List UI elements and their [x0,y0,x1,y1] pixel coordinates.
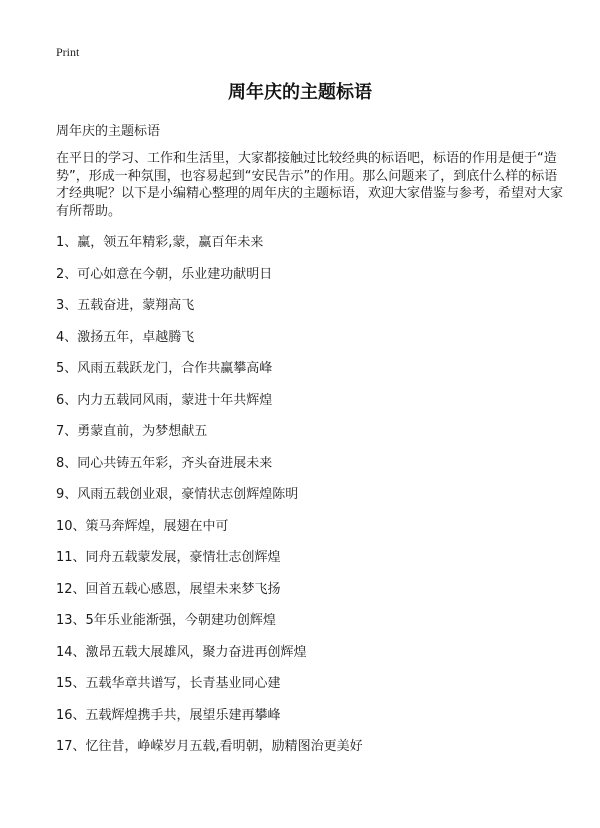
slogan-item: 6、内力五载同风雨，蒙进十年共辉煌 [56,392,273,408]
slogan-item: 15、五载华章共谱写，长青基业同心建 [56,676,281,691]
slogan-item: 4、激扬五年，卓越腾飞 [56,329,195,345]
slogan-item: 9、风雨五载创业艰，豪情状志创辉煌陈明 [56,487,299,502]
page-title: 周年庆的主题标语 [228,82,372,103]
slogan-item: 10、策马奔辉煌，展翅在中可 [56,518,229,534]
slogan-item: 7、勇蒙直前，为梦想献五 [56,424,208,439]
slogan-item: 12、回首五载心感恩，展望未来梦飞扬 [56,581,281,597]
slogan-item: 5、风雨五载跃龙门，合作共赢攀高峰 [56,361,273,376]
intro-paragraph: 在平日的学习、工作和生活里，大家都接触过比较经典的标语吧，标语的作用是便于“造势”，形成一种氛围，也容易起到“安民告示”的作用。那么问题来了，到底什么样的标语才经典呢？以下是小编精心整理的周年庆的主题标语，欢迎大家借鉴与参考，希望对大家有所帮助。 [56,151,564,219]
slogan-item: 14、激昂五载大展雄风，聚力奋进再创辉煌 [56,644,307,660]
slogan-list [56,234,363,770]
slogan-item: 2、可心如意在今朝，乐业建功献明日 [56,266,273,282]
slogan-item: 11、同舟五载蒙发展，豪情壮志创辉煌 [56,550,281,565]
slogan-item: 1、赢，领五年精彩,蒙，赢百年未来 [56,235,264,250]
document-subtitle: 周年庆的主题标语 [56,124,161,139]
slogan-item: 16、五载辉煌携手共，展望乐建再攀峰 [56,707,281,723]
slogan-item: 8、同心共铸五年彩，齐头奋进展未来 [56,455,273,471]
print-link[interactable]: Print [56,45,80,59]
slogan-item: 13、5年乐业能渐强，今朝建功创辉煌 [56,613,276,628]
slogan-item: 17、忆往昔，峥嵘岁月五载,看明朝，励精图治更美好 [56,739,363,754]
slogan-item: 3、五载奋进，蒙翔高飞 [56,298,195,313]
